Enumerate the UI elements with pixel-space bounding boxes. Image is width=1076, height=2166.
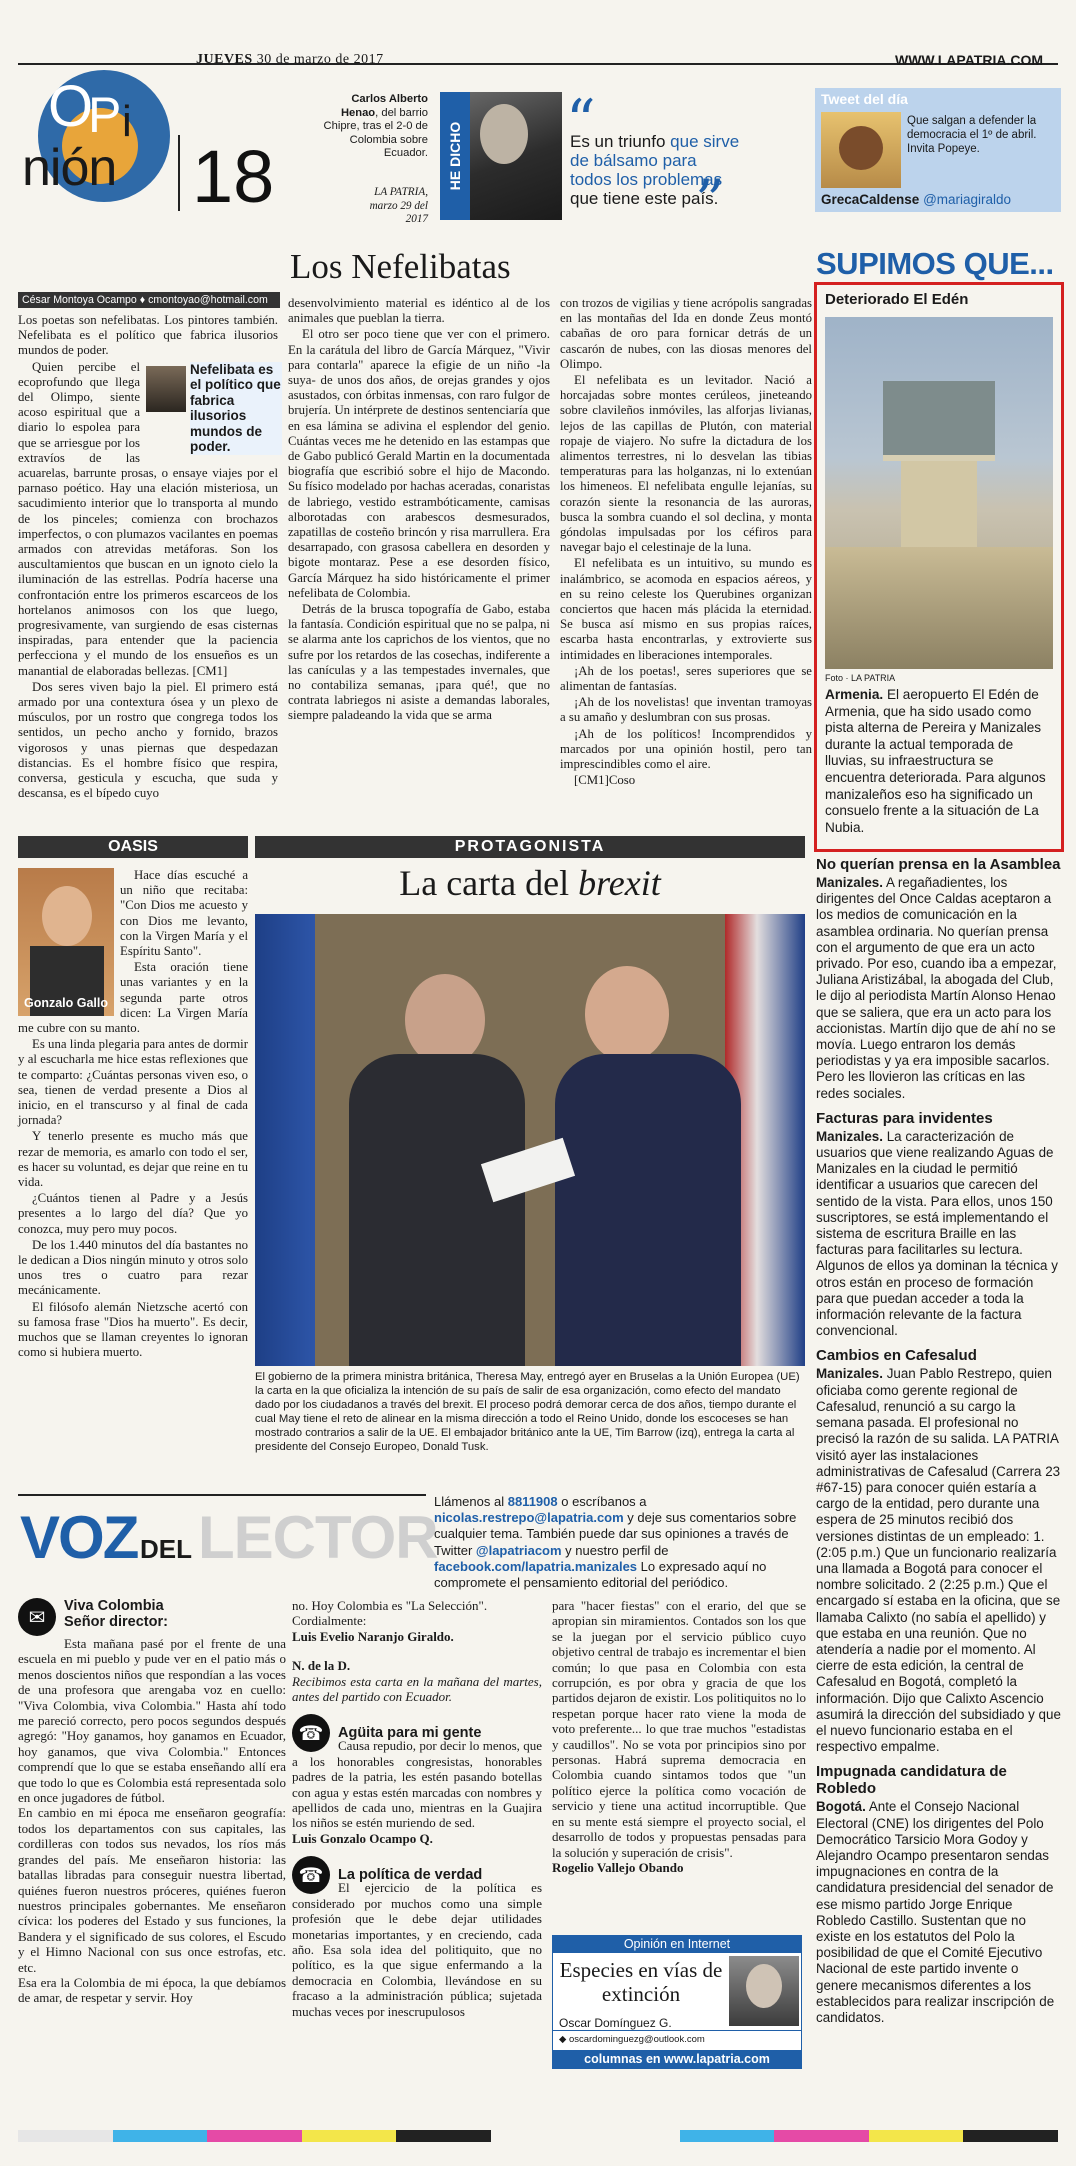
voz-intro (434, 1494, 806, 1591)
side-item-title: Impugnada candidatura de Robledo (816, 1763, 1007, 1798)
side-item-body: Ante el Consejo Nacional Electoral (CNE) los dirigentes del Polo Democrático Tarsicio Mora Godoy y Alejandro Ocampo presentaron sendas impugnaciones en contra de la candidatura presidencial del senador de ese mismo partido Jorge Enrique Robledo Castillo. Sustentan que no existe en los estatutos del Polo la posibilidad de que el Comité Ejecutivo Nacional de este partido invente o genere mecanismos diferentes a los establecidos para realizar inscripción de candidatos. (816, 1799, 1055, 2025)
print-color-bar (18, 2130, 1058, 2142)
he-dicho-author-name: Carlos Alberto Henao (340, 93, 428, 119)
he-dicho-quote-b: que sirve de bálsamo para todos los problemas (570, 132, 740, 189)
terminal-building (825, 547, 1053, 669)
date-line (196, 52, 384, 68)
side-item-lead: Bogotá. (816, 1799, 866, 1815)
opinion-internet-email[interactable]: ◆ oscardominguezg@outlook.com (559, 2034, 705, 2045)
side-item (816, 856, 1062, 1102)
voz-intro-c: y deje sus comentarios sobre cualquier tema. También puede dar sus opiniones a través de Twitter (434, 1510, 797, 1558)
letter-header (18, 1598, 286, 1636)
side-item-body: Juan Pablo Restrepo, quien oficiaba como gerente regional de Cafesalud, renunció a su cargo la semana pasada. El profesional no precisó la razón de su salida. LA PATRIA visitó ayer las instalaciones administrativas de Cafesalud (Carrera 23 #67-15) para conocer quién estaría a cargo de la entidad, pero durante una espera de 25 minutos recibió dos versiones distintas de un empleado: 1. (2:05 p.m.) Que un funcionario realizaría una llamada a Bogotá para conocer el nombre solicitado. 2 (2:25 p.m.) Que el encargado sí estaba en la oficina, que se llamaba Calixto (no sabía el apellido) y que estaba en una reunión. Que no atendería a nadie por el momento. Al cierre de esta edición, la central de Cafesalud en Bogotá, completó la información. Dijo que Calixto Ascencio asumirá la dirección del subsidiado y que el nuevo funcionario estaba en el respectivo empalme. (816, 1366, 1061, 1755)
voz-facebook[interactable]: facebook.com/lapatria.manizales (434, 1558, 638, 1574)
nefelibatas-col1 (18, 313, 281, 803)
man-left-suit (349, 1054, 525, 1366)
nefelibatas-c1-p1: Los poetas son nefelibatas. Los pintores también. Nefelibata es el político que fabrica ilusorios mundos de poder. (18, 313, 278, 358)
tweet-avatar-face (839, 126, 883, 170)
supimos-photo-credit: Foto · LA PATRIA (825, 673, 896, 683)
letter-signer: Luis Evelio Naranjo Giraldo. (292, 1628, 454, 1644)
supimos-title: SUPIMOS QUE... (816, 246, 1054, 281)
voz-word-lector: LECTOR (198, 1504, 438, 1571)
sidebar-items (816, 856, 1062, 2028)
supimos-photo (825, 317, 1053, 669)
supimos-lead: Armenia. (825, 687, 884, 702)
opinion-internet-title: Especies en vías de extinción (559, 1958, 723, 2006)
side-item-title: No querían prensa en la Asamblea (816, 856, 1061, 873)
voz-email[interactable]: nicolas.restrepo@lapatria.com (434, 1510, 624, 1526)
man-right-suit (555, 1054, 741, 1366)
nefelibatas-c1-p3: Dos seres viven bajo la piel. El primero está armado por una contextura ósea y un plexo de músculos, por un rostro que congrega todos los sentidos, un pecho ancho y fornido, brazos vigorosos y unas piernas que despedazan distancias. Es el hombre físico que respira, conversa, gesticula y escucha, que suda y descansa, es el bípedo cuyo (18, 679, 278, 801)
nefelibatas-c2-p2: El otro ser poco tiene que ver con el primero. En la carátula del libro de García Márquez, "Vivir para contarla" aparece la efigie de un niño -la suya- de unos dos años, de orejas grandes y ojos asustados, con órbitas inmensas, con raro fulgor de brujería. Un intérprete de destinos sentenciaría que en esa lámina se adivina el esplendor del genio. Cuántas veces me he detenido en las estampas que de Gabo publicó Gerald Martin en la documentada biografía que escribió sobre el hijo de Macondo. Su físico modelado por hachas aceradas, conaristas de labriego, vestido estrambóticamente, camisas alborotadas con arabescos desmesurados, zapatillas de costeño brincón y risa marrullera. Era desarrapado, con grasosa cabellera en desorden y bigote montaraz. Pese a ese desorden físico, García Márquez ha sido históricamente el primer nefelibata de Colombia. (288, 327, 550, 600)
voz-intro-a: Llámenos al (434, 1494, 508, 1509)
date: 30 de marzo de 2017 (256, 52, 384, 67)
side-item-text (816, 875, 1062, 1102)
logo-letter-i: i (122, 97, 132, 146)
voz-word-voz: VOZ (20, 1504, 138, 1571)
letter-p1: Esta mañana pasé por el frente de una escuela en mi pueblo y pude ver en el patio más o menos doscientos niños que respondían a las voces de una profesora que arengaba voz en cuello: "Viva Colombia, viva Colombia." Hasta ahí todo me pareció correcto, pero pocos segundos después agregó: "Hoy ganamos, hoy ganamos en Ecuador, hoy ganamos, que viva Colombia." Entonces comprendí que lo que se estaba enseñando allí era que todo lo que es Colombia está representada solo en once jugadores de fútbol. (18, 1636, 286, 1806)
side-item-body: La caracterización de usuarios que viene realizando Aguas de Manizales en la ciudad le permitió identificar a usuarios que carecen del sentido de la vista. Para ellos, unos 150 suscriptores, se está implementando el sistema de escritura Braille en las facturas para facilitarles su lectura. Algunos de ellos ya dominan la técnica y otros están en proceso de formación para que puedan acceder a toda la información relevante de la factura convencional. (816, 1128, 1058, 1339)
side-item-title: Facturas para invidentes (816, 1109, 993, 1127)
letter-salute: Señor director: (64, 1614, 168, 1630)
letter3-signer: Rogelio Vallejo Obando (552, 1859, 684, 1875)
letter-cont: no. Hoy Colombia es "La Selección". (292, 1598, 488, 1613)
nefelibatas-c3-p6: ¡Ah de los políticos! Incomprendidos y marcados por una opinión hostil, pero tan imprescindibles como el aire. (560, 726, 812, 772)
letter-title: Viva Colombia (64, 1598, 164, 1614)
side-item-title: Cambios en Cafesalud (816, 1347, 977, 1365)
letter2-signer: Luis Gonzalo Ocampo Q. (292, 1830, 433, 1846)
protagonista-title-a: La carta del (399, 863, 579, 903)
supimos-text (825, 687, 1057, 836)
he-dicho-photo (440, 92, 562, 220)
letter-regards: Cordialmente: (292, 1613, 367, 1629)
oasis-p6: El filósofo alemán Nietzsche acertó con su famosa frase "Dios ha muerto". Es decir, muchos que se llaman creyentes lo ignoran como si hubiera muerto. (18, 1299, 248, 1360)
page-number-divider (178, 135, 180, 211)
protagonista-title (255, 862, 805, 904)
nefelibatas-title: Los Nefelibatas (290, 247, 511, 286)
oasis-p2: Es una linda plegaria para antes de dormir y al escucharla me hice estas reflexiones que te comparto: ¿Cuántas personas viven eso, o sea, tienen de verdad presente a Dios al inicio, en el transcurso y al final de cada jornada? (18, 1037, 248, 1128)
nefelibatas-c3-p4: ¡Ah de los poetas!, seres superiores que se alimentan de fantasías. (560, 663, 812, 694)
tweet-title: Tweet del día (821, 91, 908, 107)
oasis-p5: De los 1.440 minutos del día bastantes no le dedican a Dios ningún minuto y otros solo unos tres o cuatro para rezar mecánicamente. (18, 1237, 248, 1298)
nefelibatas-c3-p2: El nefelibata es un levitador. Nació a horcajadas sobre montes cerúleos, jineteando sobre clavileños inmóviles, las alforjas livianas, lejos de las capillas de Plutón, con material ropaje de viajero. No sufre la dictadura de los alimentos terrestres, ni lo desvelan las tibias temperaturas para las holganzas, ni lo extenúan los himeneos. El nefelibata engulle lejanías, su corazón siente la resonancia de las auroras, busca la sombra cuando el sol declina, y monta góndolas impulsadas por los céfiros para navegar bajo el celestinaje de la luna. (560, 373, 812, 555)
he-dicho-face (480, 104, 528, 164)
letter2-title: Agüita para mi gente (338, 1725, 482, 1742)
tweet-username: @mariagiraldo (923, 192, 1012, 207)
he-dicho-author (320, 93, 428, 161)
protagonista-photo (255, 914, 805, 1366)
logo-letter-p: P (88, 87, 122, 143)
letter-p3: Esa era la Colombia de mi época, la que debíamos de amar, de respetar y servir. Hoy (18, 1974, 286, 2006)
quote-open-icon: “ (566, 87, 596, 155)
man-left-head (405, 974, 485, 1066)
letter-p2: En cambio en mi época me enseñaron geografía: todos los departamentos con sus capitales, las cordilleras con todos sus nevados, los ríos más grandes del país. Me enseñaron historia: las batallas libradas para conseguir nuestra libertad, quiénes fueron nuestros próceres, quiénes fueron nuestros principales gobernantes. Me enseñaron cívica: los poderes del Estado y sus funciones, la Bandera y el significado de sus colores, el Escudo y el Himno Nacional con sus once estrofas, etc. etc. (18, 1805, 286, 1975)
nefelibatas-byline: César Montoya Ocampo ♦ cmontoyao@hotmail.com (18, 292, 280, 308)
nefelibatas-c1-p2: Quien percibe el ecoprofundo que llega del Olimpo, siente acoso espiritual que a diario lo espolea para que se arriesgue por los extravíos de las acuarelas, barrunte prosas, o ensaye viajes por el parnaso poético. Hay una elación misteriosa, un sacudimiento interior que lo transporta al mundo de los pinceles; comienza con brochazos imperfectos, o con plumazos vacilantes en poemas armados con atrevidas metáforas. Son los auscultamientos que buscan en un ignoto cielo la iluminación de las estrellas. Podría hacerse una confrontación entre los primeros escarceos de los hortelanos animosos con los que luego, progresivamente, van surgiendo de esas cisternas inspiradas, para entender que la paciencia perfecciona y el mundo de los ensueños es un manantial de elaboradas bellezas. [CM1] (18, 359, 278, 678)
he-dicho-author-desc: , del barrio Chipre, tras el 2-0 de Colombia sobre Ecuador. (323, 106, 428, 159)
oasis-header: OASIS (18, 836, 248, 858)
side-item-lead: Manizales. (816, 1128, 883, 1144)
side-item (816, 1110, 1062, 1340)
nefelibatas-pull-box (146, 361, 281, 460)
oasis-face (42, 886, 92, 946)
opinion-internet-footer[interactable]: columnas en www.lapatria.com (553, 2050, 801, 2068)
man-right-head (585, 966, 669, 1062)
side-item-body: A regañadientes, los dirigentes del Once Caldas aceptaron a los medios de comunicación en la asamblea ordinaria. No querían prensa con el argumento de que era un acto privado. Por eso, cuando iba a empezar, Juliana Aristizábal, la abogada del Club, le dijo al periodista Martín Alonso Henao que se saliera, que era un acto para los accionistas. Martín dijo que de ahí no se movía. Luego entraron los demás periodistas y ya era imposible sacarlos. Pero les llovieron las críticas en las redes sociales. (816, 875, 1057, 1101)
tweet-text: Que salgan a defender la democracia el 1º de abril. Invita Popeye. (907, 115, 1037, 155)
side-item-text (816, 1366, 1062, 1755)
nefelibatas-c3-p5: ¡Ah de los novelistas! que inventan tramoyas a su amaño y deslumbran con sus prosas. (560, 695, 812, 725)
tweet-box (815, 88, 1061, 212)
opinion-internet-face (746, 1964, 782, 2008)
opinion-internet-divider (553, 2030, 801, 2031)
protagonista-label: PROTAGONISTA (255, 836, 805, 858)
nefelibatas-col2 (288, 296, 550, 725)
nefelibatas-c2-p1: desenvolvimiento material es idéntico al de los animales que pueblan la tierra. (288, 296, 550, 326)
oasis-author: Gonzalo Gallo (23, 996, 109, 1010)
site-url[interactable]: WWW.LAPATRIA.COM (895, 52, 1044, 68)
oasis-p3: Y tenerlo presente es mucho más que rezar de memoria, es amarlo con todo el ser, es hacer su voluntad, es dejar que reine en tu vida. (18, 1129, 248, 1190)
flag-eu-left (255, 914, 315, 1366)
letter-heading (64, 1598, 168, 1630)
letters-col3 (552, 1598, 806, 1875)
letter3-cont: para "hacer fiestas" con el erario, del que se apropian sin miramientos. Contados son los que se la juegan por el servicio público cuyo objetivo central de trabajo es incrementar el bien común; lo que pasa en Colombia con esta corrupción, es por obra y gracia de que los partidos dejaron de existir. Los politiquitos no lo respetan porque hacer rato viene la moda de voto preferente... lo que trae muchos "estadistas y caudillos". No se vota por principios sino por personas. Habrá suprema democracia en Colombia cuando sintamos todos que "un político ejerce la política como vocación de servicio y tiene una actitud incorruptible. Que en su mente está siempre el proyecto social, el desarrollo de todos y propuestas pensadas para la solución y superación de crisis". (552, 1598, 806, 1860)
nd-title: N. de la D. (292, 1658, 351, 1674)
side-item (816, 1347, 1062, 1755)
nefelibatas-c3-p7: [CM1]Coso (574, 773, 636, 788)
phone-icon: ☎ (292, 1856, 330, 1894)
side-item-lead: Manizales. (816, 875, 883, 890)
protagonista-caption: El gobierno de la primera ministra británica, Theresa May, entregó ayer en Bruselas a la Unión Europea (UE) la carta en la que oficializa la intención de su país de salir de esa organización, como efecto del mandato dado por los ciudadanos a través del brexit. El proceso podrá demorar cerca de dos años, tiempo durante el cual May tiene el reto de alinear en la misma dirección a todo el Reino Unido, donde los escoceses se han mostrado contrarios a salir de la UE. El embajador británico ante la UE, Tim Barrow (izq), entrega la carta al presidente del Consejo Europeo, Donald Tusk. (255, 1371, 800, 1453)
page-number: 18 (192, 135, 275, 218)
quote-close-icon: ” (695, 167, 725, 235)
nefelibatas-c2-p3: Detrás de la brusca topografía de Gabo, estaba la fantasía. Condición espiritual que no se palpa, ni se alarma ante los caprichos de los vientos, que no sufre por los retardos de las cosechas, indiferente a las canículas y a las tempestades invernales, que no contabiliza semanas, ¡para qué!, que no contrata labriegos ni asiste a demandas laborales, siempre paladeando la vida que se arma (288, 602, 550, 723)
voz-intro-b: o escríbanos a (557, 1494, 647, 1509)
logo-letter-o: O (48, 74, 94, 139)
supimos-box-title: Deteriorado El Edén (825, 291, 969, 308)
nefelibatas-author-photo (146, 366, 186, 412)
letter2-text: Causa repudio, por decir lo menos, que a los honorables congresistas, honorables padres de la patria, les estén pasando botellas con agua y estas estén marcadas con nombres y apellidos de cada uno, mientras en la Guajira los niños se estén muriendo de sed. (292, 1738, 542, 1831)
oasis-p4: ¿Cuántos tienen al Padre y a Jesús presentes a lo largo del día? Que yo conozca, muy pero muy pocos. (18, 1191, 248, 1236)
section-logo (18, 50, 198, 220)
side-item-lead: Manizales. (816, 1366, 883, 1382)
tweet-user[interactable] (821, 192, 1011, 207)
nd-text: Recibimos esta carta en la mañana del martes, antes del partido con Ecuador. (292, 1673, 542, 1705)
side-item (816, 1763, 1062, 2026)
letter3-title: La política de verdad (338, 1867, 483, 1884)
opinion-internet-author: Oscar Domínguez G. (559, 2016, 672, 2030)
voz-twitter[interactable]: @lapatriacom (475, 1542, 562, 1558)
he-dicho-quote (570, 132, 740, 208)
protagonista-title-b: brexit (578, 863, 661, 903)
he-dicho-label: HE DICHO (447, 121, 463, 191)
phone-icon: ☎ (292, 1714, 330, 1752)
supimos-box (814, 282, 1064, 852)
envelope-icon: ✉ (18, 1598, 56, 1636)
oasis-p1: Esta oración tiene unas variantes y en la segunda parte otros dicen: La Virgen María me cubre con su manto. (18, 960, 248, 1036)
tweet-avatar (821, 112, 901, 188)
letter-viva-colombia (18, 1598, 286, 2006)
logo-word-nion: nión (22, 139, 117, 197)
nefelibatas-c3-p3: El nefelibata es un intuitivo, su mundo es inalámbrico, se acomoda en espacios aéreos, y en su reino celeste los Querubines organizan conciertos que hacen más plácida la eternidad. Se busca así mismo en sus propias raíces, escarba hasta encontrarlas, y extrovierte sus intimidades en liberaciones intemporales. (560, 556, 812, 662)
oasis-author-photo (18, 868, 114, 1016)
letter3-text: El ejercicio de la política es considerado por muchos como una simple profesión que le debe dejar utilidades monetarias importantes, y en creciendo, cada año. Esa sola idea del politiquito, que no político, es la que sigue enfermando a la democracia en Colombia, llevándose en su fracaso a la administración pública; sujetada muchas veces por inescrupulosos (292, 1880, 542, 2019)
opinion-internet-photo (729, 1956, 799, 2026)
tower-cab (883, 381, 995, 461)
he-dicho-source: LA PATRIA, marzo 29 del 2017 (369, 186, 428, 225)
voz-intro-e: Lo expresado aquí no compromete el pensamiento editorial del periódico. (434, 1558, 767, 1591)
oasis-intro: Hace días escuché a un niño que recitaba: "Con Dios me acuesto y con Dios me levanto, con la Virgen María y el Espíritu Santo". (120, 868, 248, 959)
opinion-internet-box[interactable] (552, 1935, 802, 2069)
opinion-internet-header: Opinión en Internet (553, 1936, 801, 1953)
tweet-handle: GrecaCaldense (821, 192, 920, 207)
side-item-text (816, 1129, 1062, 1340)
voz-intro-d: y nuestro perfil de (561, 1542, 669, 1558)
nefelibatas-pull-quote: Nefelibata es el político que fabrica ilusorios mundos de poder. (190, 361, 281, 455)
voz-word-del: DEL (140, 1534, 192, 1564)
he-dicho-quote-a: Es un triunfo (570, 132, 666, 151)
supimos-body: El aeropuerto El Edén de Armenia, que ha sido usado como pista alterna de Pereira y Manizales durante la actual temporada de lluvias, su infraestructura se encuentra deteriorada. Para algunos manizaleños eso ha significado un consuelo frente a la situación de La Nubia. (825, 687, 1046, 835)
voz-rule (18, 1494, 426, 1496)
oasis-column (18, 868, 248, 1362)
weekday: JUEVES (196, 52, 253, 67)
voz-phone[interactable]: 8811908 (507, 1494, 558, 1509)
letters-col2 (292, 1598, 542, 2019)
side-item-text (816, 1799, 1062, 2026)
he-dicho-quote-c: que tiene este país. (570, 189, 719, 208)
nefelibatas-c3-p1: con trozos de vigilias y tiene acrópolis sangradas en las montañas del Ida en donde Zeus montó cabañas de oro para fornicar detrás de un cascarón de nubes, con las diosas menores del Olimpo. (560, 296, 812, 371)
nefelibatas-col3 (560, 296, 812, 790)
